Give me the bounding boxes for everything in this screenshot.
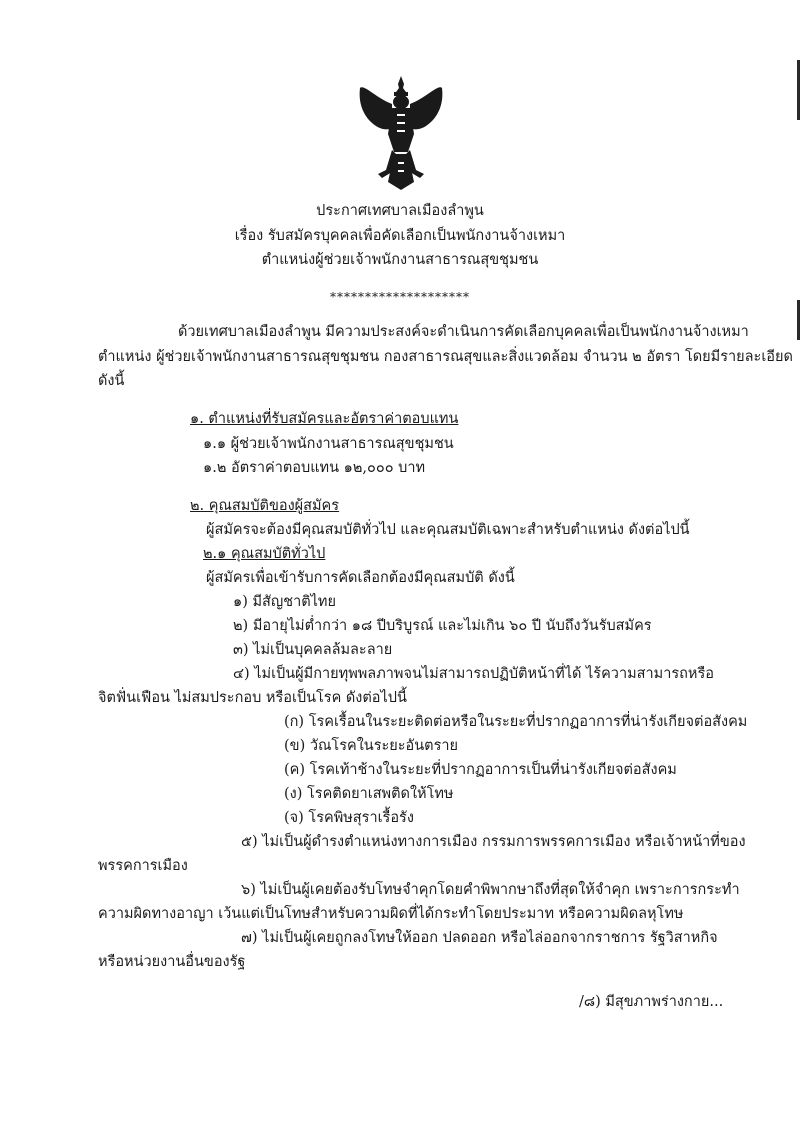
section-2-1-heading: ๒.๑ คุณสมบัติทั่วไป — [203, 546, 326, 562]
disease-d: (ง) โรคติดยาเสพติดให้โทษ — [284, 786, 454, 802]
disease-a: (ก) โรคเรื้อนในระยะติดต่อหรือในระยะที่ปรากฏอาการที่น่ารังเกียจต่อสังคม — [284, 714, 748, 730]
announcement-title: ประกาศเทศบาลเมืองลำพูน — [316, 203, 484, 219]
announcement-position: ตำแหน่งผู้ช่วยเจ้าพนักงานสาธารณสุขชุมชน — [261, 252, 539, 268]
separator: ******************** — [330, 290, 470, 304]
disease-e: (จ) โรคพิษสุราเรื้อรัง — [284, 810, 414, 826]
section-1-item-1: ๑.๑ ผู้ช่วยเจ้าพนักงานสาธารณสุขชุมชน — [203, 436, 454, 452]
disease-b: (ข) วัณโรคในระยะอันตราย — [284, 738, 459, 754]
intro-line-2: ตำแหน่ง ผู้ช่วยเจ้าพนักงานสาธารณสุขชุมชน กองสาธารณสุขและสิ่งแวดล้อม จำนวน ๒ อัตรา โดยมีรายละเอียด — [98, 349, 793, 365]
section-2-1-intro: ผู้สมัครเพื่อเข้ารับการคัดเลือกต้องมีคุณสมบัติ ดังนี้ — [206, 570, 515, 586]
section-2-intro: ผู้สมัครจะต้องมีคุณสมบัติทั่วไป และคุณสมบัติเฉพาะสำหรับตำแหน่ง ดังต่อไปนี้ — [206, 522, 690, 538]
qualification-3: ๓) ไม่เป็นบุคคลล้มละลาย — [233, 642, 393, 658]
qualification-6-line-1: ๖) ไม่เป็นผู้เคยต้องรับโทษจำคุกโดยคำพิพากษาถึงที่สุดให้จำคุก เพราะการกระทำ — [241, 882, 740, 898]
qualification-5-line-2: พรรคการเมือง — [98, 858, 188, 874]
qualification-7-line-1: ๗) ไม่เป็นผู้เคยถูกลงโทษให้ออก ปลดออก หรือไล่ออกจากราชการ รัฐวิสาหกิจ — [241, 930, 718, 946]
section-1-item-2: ๑.๒ อัตราค่าตอบแทน ๑๒,๐๐๐ บาท — [203, 460, 426, 476]
intro-line-1: ด้วยเทศบาลเมืองลำพูน มีความประสงค์จะดำเนินการคัดเลือกบุคคลเพื่อเป็นพนักงานจ้างเหมา — [178, 324, 749, 340]
qualification-6-line-2: ความผิดทางอาญา เว้นแต่เป็นโทษสำหรับความผิดที่ได้กระทำโดยประมาท หรือความผิดลหุโทษ — [98, 906, 684, 922]
qualification-5-line-1: ๕) ไม่เป็นผู้ดำรงตำแหน่งทางการเมือง กรรมการพรรคการเมือง หรือเจ้าหน้าที่ของ — [241, 834, 746, 850]
qualification-4-line-1: ๔) ไม่เป็นผู้มีกายทุพพลภาพจนไม่สามารถปฏิบัติหน้าที่ได้ ไร้ความสามารถหรือ — [233, 666, 714, 682]
qualification-2: ๒) มีอายุไม่ต่ำกว่า ๑๘ ปีบริบูรณ์ และไม่เกิน ๖๐ ปี นับถึงวันรับสมัคร — [233, 618, 652, 634]
section-1-heading: ๑. ตำแหน่งที่รับสมัครและอัตราค่าตอบแทน — [190, 411, 459, 427]
qualification-4-line-2: จิตฟั่นเฟือน ไม่สมประกอบ หรือเป็นโรค ดังต่อไปนี้ — [98, 690, 407, 706]
announcement-subject: เรื่อง รับสมัครบุคคลเพื่อคัดเลือกเป็นพนักงานจ้างเหมา — [234, 228, 566, 244]
continuation-note: /๘) มีสุขภาพร่างกาย... — [579, 994, 724, 1010]
garuda-emblem-icon — [356, 74, 446, 192]
section-2-heading: ๒. คุณสมบัติของผู้สมัคร — [190, 498, 340, 514]
qualification-1: ๑) มีสัญชาติไทย — [233, 594, 336, 610]
qualification-7-line-2: หรือหน่วยงานอื่นของรัฐ — [98, 954, 246, 970]
disease-c: (ค) โรคเท้าช้างในระยะที่ปรากฏอาการเป็นที่น่ารังเกียจต่อสังคม — [284, 762, 677, 778]
intro-line-3: ดังนี้ — [98, 373, 125, 389]
